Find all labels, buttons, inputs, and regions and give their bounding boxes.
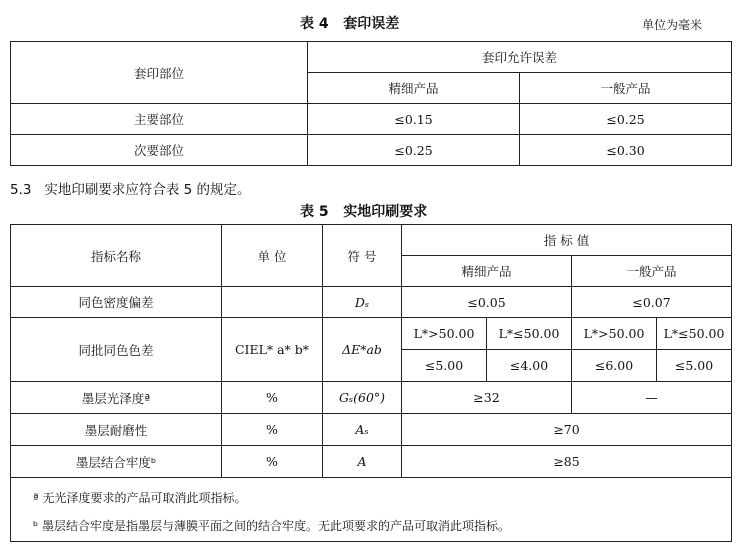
color-diff-name: 同批同色色差 (11, 318, 222, 382)
abrasion-unit: % (222, 414, 323, 446)
header-value: 指 标 值 (402, 225, 732, 256)
row-position: 次要部位 (11, 135, 308, 166)
row-position: 主要部位 (11, 104, 308, 135)
gloss-fine: ≥32 (402, 382, 572, 414)
header-symbol: 符 号 (323, 225, 402, 287)
clause-5-3: 5.3 实地印刷要求应符合表 5 的规定。 (10, 182, 251, 198)
table-row (11, 135, 732, 166)
header-name: 指标名称 (11, 225, 222, 287)
header-fine: 精细产品 (308, 73, 520, 104)
header-general: 一般产品 (572, 256, 732, 287)
row-fine: ≤0.15 (308, 104, 520, 135)
abrasion-symbol: Aₛ (323, 414, 402, 446)
condition-cell: L*>50.00 (402, 318, 487, 350)
value-cell: ≤4.00 (487, 350, 572, 382)
row-general: ≤0.30 (520, 135, 732, 166)
footnote-b: ᵇ 墨层结合牢度是指墨层与薄膜平面之间的结合牢度。无此项要求的产品可取消此项指标。 (11, 510, 732, 542)
density-general: ≤0.07 (572, 287, 732, 318)
condition-cell: L*>50.00 (572, 318, 657, 350)
table-row (11, 104, 732, 135)
adhesion-value: ≥85 (402, 446, 732, 478)
density-symbol: Dₛ (323, 287, 402, 318)
table4 (10, 41, 732, 166)
footnote-a: ª 无光泽度要求的产品可取消此项指标。 (11, 478, 732, 510)
gloss-unit: % (222, 382, 323, 414)
gloss-name: 墨层光泽度ª (11, 382, 222, 414)
row-abrasion (11, 414, 732, 446)
adhesion-unit: % (222, 446, 323, 478)
condition-cell: L*≤50.00 (487, 318, 572, 350)
value-cell: ≤6.00 (572, 350, 657, 382)
color-diff-symbol: ΔE*ab (323, 318, 402, 382)
adhesion-name: 墨层结合牢度ᵇ (11, 446, 222, 478)
gloss-symbol: Gₛ(60°) (323, 382, 402, 414)
row-color-diff (11, 318, 732, 350)
abrasion-value: ≥70 (402, 414, 732, 446)
gloss-general: — (572, 382, 732, 414)
table4-caption: 表 4 套印误差 (300, 16, 400, 32)
density-unit (222, 287, 323, 318)
row-general: ≤0.25 (520, 104, 732, 135)
abrasion-name: 墨层耐磨性 (11, 414, 222, 446)
row-adhesion (11, 446, 732, 478)
header-position: 套印部位 (11, 42, 308, 104)
row-gloss (11, 382, 732, 414)
header-fine: 精细产品 (402, 256, 572, 287)
value-cell: ≤5.00 (402, 350, 487, 382)
header-general: 一般产品 (520, 73, 732, 104)
density-name: 同色密度偏差 (11, 287, 222, 318)
value-cell: ≤5.00 (657, 350, 732, 382)
table4-unit-note: 单位为毫米 (642, 18, 703, 32)
table5-caption: 表 5 实地印刷要求 (300, 204, 428, 220)
header-unit: 单 位 (222, 225, 323, 287)
row-fine: ≤0.25 (308, 135, 520, 166)
adhesion-symbol: A (323, 446, 402, 478)
row-density (11, 287, 732, 318)
density-fine: ≤0.05 (402, 287, 572, 318)
table5 (10, 224, 732, 542)
color-diff-unit: CIEL* a* b* (222, 318, 323, 382)
condition-cell: L*≤50.00 (657, 318, 732, 350)
header-tolerance: 套印允许误差 (308, 42, 732, 73)
